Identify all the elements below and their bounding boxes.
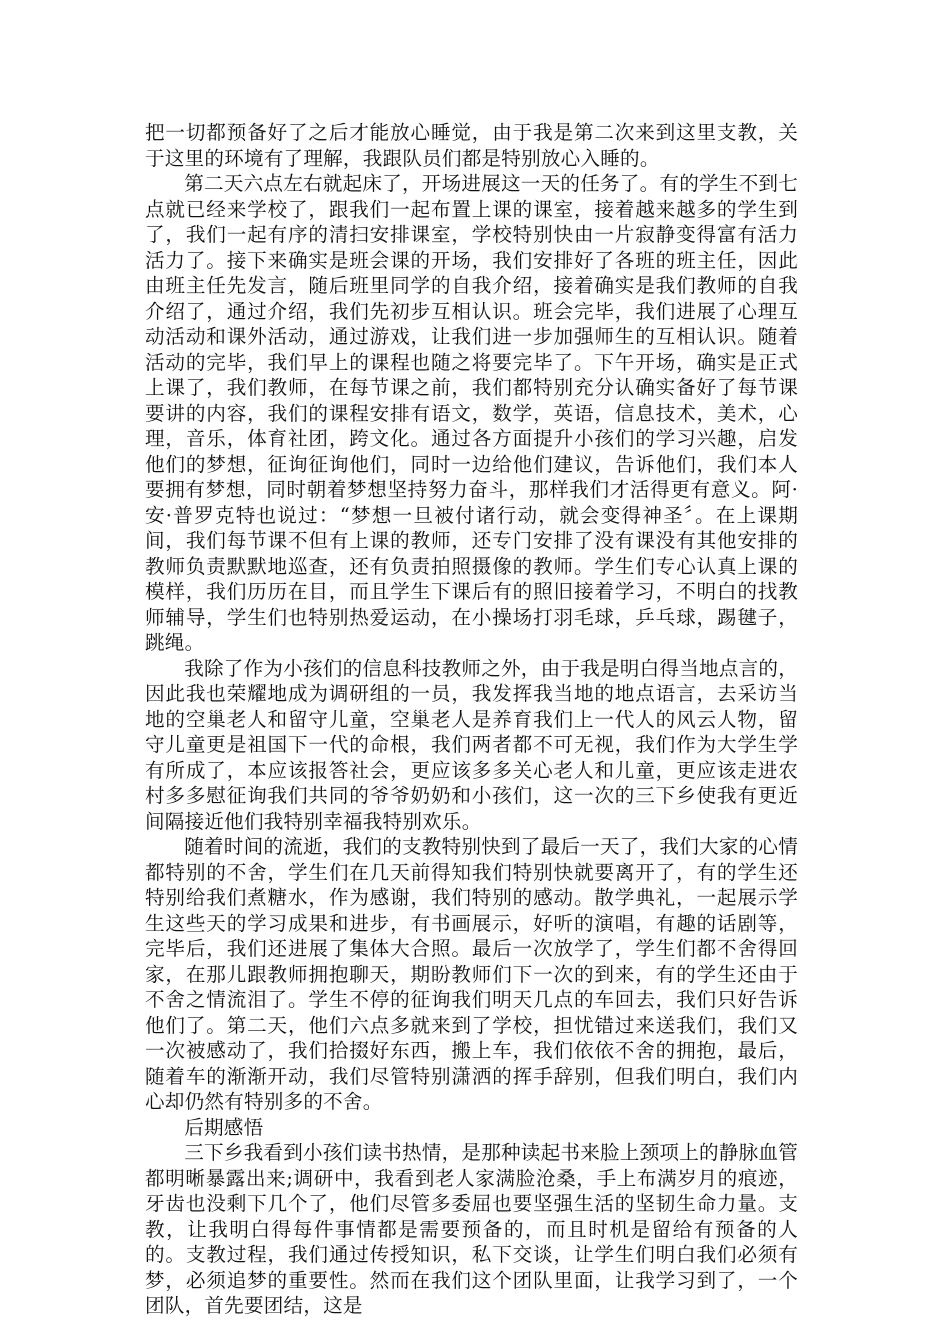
paragraph-day-two: 第二天六点左右就起床了，开场进展这一天的任务了。有的学生不到七点就已经来学校了，跟我们一起布置上课的课室，接着越来越多的学生到了，我们一起有序的清扫安排课室，学校特别快由一片寂静变得富有活力活力了。接下来确实是班会课的开场，我们安排好了各班的班主任，因此由班主任先发言，随后班里同学的自我介绍，接着确实是我们教师的自我介绍了，通过介绍，我们先初步互相认识。班会完毕，我们进展了心理互动活动和课外活动，通过游戏，让我们进一步加强师生的互相认识。随着活动的完毕，我们早上的课程也随之将要完毕了。下午开场，确实是正式上课了，我们教师，在每节课之前，我们都特别充分认确实备好了每节课要讲的内容，我们的课程安排有语文，数学，英语，信息技术，美术，心理，音乐，体育社团，跨文化。通过各方面提升小孩们的学习兴趣，启发他们的梦想，征询征询他们，同时一边给他们建议，告诉他们，我们本人要拥有梦想，同时朝着梦想坚持努力奋斗，那样我们才活得更有意义。阿·安·普罗克特也说过：“梦想一旦被付诸行动，就会变得神圣〞。在上课期间，我们每节课不但有上课的教师，还专门安排了没有课没有其他安排的教师负责默默地巡查，还有负责拍照摄像的教师。学生们专心认真上课的模样，我们历历在目，而且学生下课后有的照旧接着学习，不明白的找教师辅导，学生们也特别热爱运动，在小操场打羽毛球，乒乓球，踢毽子，跳绳。 [145,172,798,654]
document-body [145,120,798,1319]
paragraph-research: 我除了作为小孩们的信息科技教师之外，由于我是明白得当地点言的，因此我也荣耀地成为调研组的一员，我发挥我当地的地点语言，去采访当地的空巢老人和留守儿童，空巢老人是养育我们上一代人的风云人物，留守儿童更是祖国下一代的命根，我们两者都不可无视，我们作为大学生学有所成了，本应该报答社会，更应该多多关心老人和儿童，更应该走进农村多多慰征询我们共同的爷爷奶奶和小孩们，这一次的三下乡使我有更近间隔接近他们我特别幸福我特别欢乐。 [145,656,798,833]
section-heading-reflection: 后期感悟 [184,1115,264,1139]
paragraph-continuation: 把一切都预备好了之后才能放心睡觉，由于我是第二次来到这里支教，关于这里的环境有了理解，我跟队员们都是特别放心入睡的。 [145,121,798,170]
paragraph-reflection: 三下乡我看到小孩们读书热情，是那种读起书来脸上颈项上的静脉血管都明晰暴露出来;调研中，我看到老人家满脸沧桑，手上布满岁月的痕迹，牙齿也没剩下几个了，他们尽管多委屈也要坚强生活的坚韧生命力量。支教，让我明白得每件事情都是需要预备的，而且时机是留给有预备的人的。支教过程，我们通过传授知识，私下交谈，让学生们明白我们必须有梦，必须追梦的重要性。然而在我们这个团队里面，让我学习到了，一个团队，首先要团结，这是 [145,1141,798,1317]
paragraph-farewell: 随着时间的流逝，我们的支教特别快到了最后一天了，我们大家的心情都特别的不舍，学生们在几天前得知我们特别快就要离开了，有的学生还特别给我们煮糖水，作为感谢，我们特别的感动。散学典礼，一起展示学生这些天的学习成果和进步，有书画展示，好听的演唱，有趣的话剧等，完毕后，我们还进展了集体大合照。最后一次放学了，学生们都不舍得回家，在那儿跟教师拥抱聊天，期盼教师们下一次的到来，有的学生还由于不舍之情流泪了。学生不停的征询我们明天几点的车回去，我们只好告诉他们了。第二天，他们六点多就来到了学校，担忧错过来送我们，我们又一次被感动了，我们拾掇好东西，搬上车，我们依依不舍的拥抱，最后，随着车的渐渐开动，我们尽管特别潇洒的挥手辞别，但我们明白，我们内心却仍然有特别多的不舍。 [145,835,798,1113]
